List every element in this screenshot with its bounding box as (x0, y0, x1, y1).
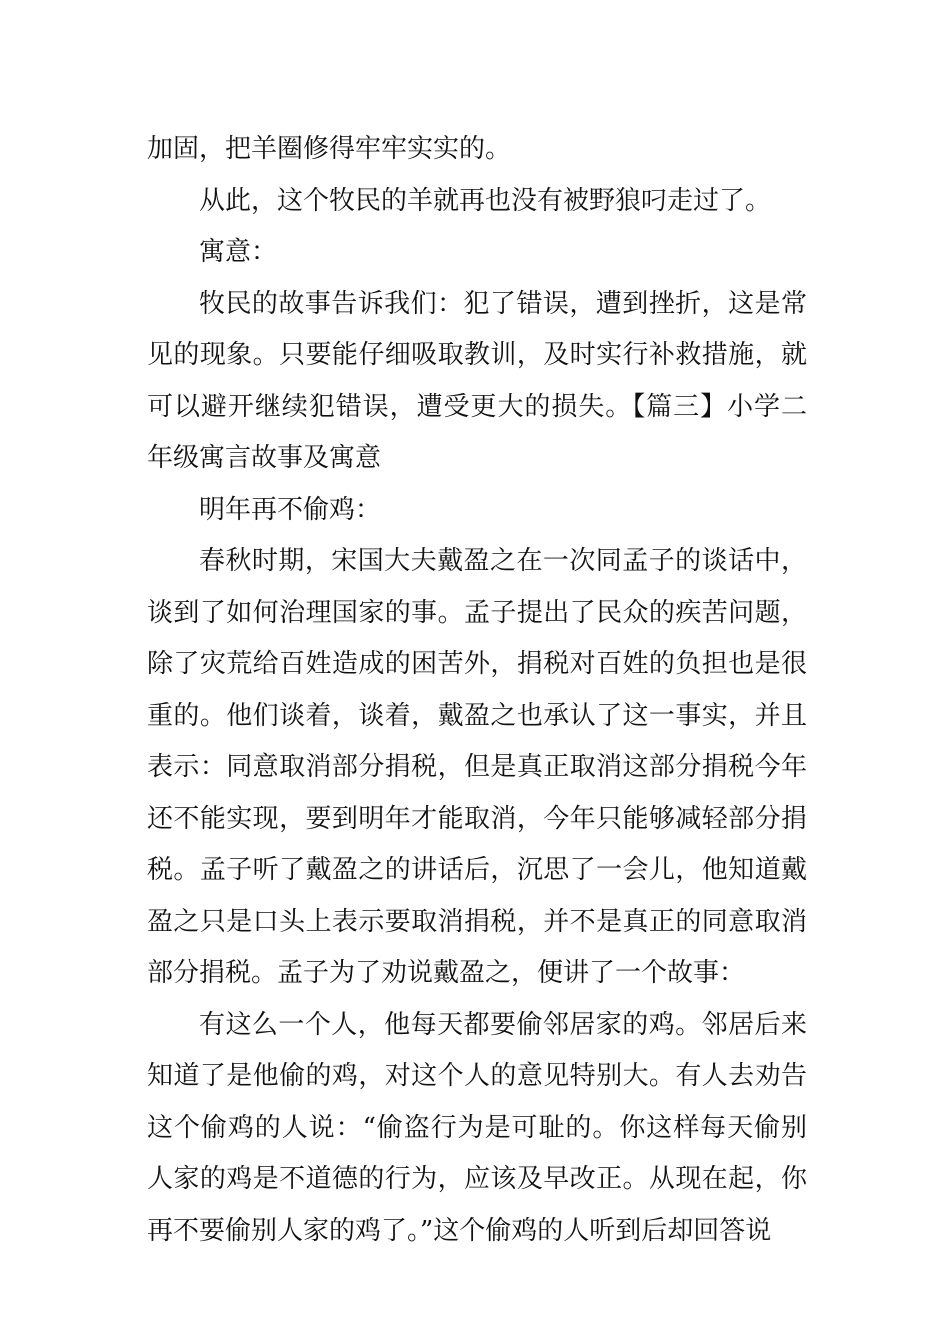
paragraph: 春秋时期，宋国大夫戴盈之在一次同孟子的谈话中，谈到了如何治理国家的事。孟子提出了民众的疾苦问题，除了灾荒给百姓造成的困苦外，捐税对百姓的负担也是很重的。他们谈着，谈着，戴盈之也承认了这一事实，并且表示：同意取消部分捐税，但是真正取消这部分捐税今年还不能实现，要到明年才能取消，今年只能够减轻部分捐税。孟子听了戴盈之的讲话后，沉思了一会儿，他知道戴盈之只是口头上表示要取消捐税，并不是真正的同意取消部分捐税。孟子为了劝说戴盈之，便讲了一个故事： (147, 546, 807, 988)
paragraph-continuation: 加固，把羊圈修得牢牢实实的。 (147, 134, 512, 164)
paragraph-heading-story-title: 明年再不偷鸡： (199, 494, 382, 525)
paragraph: 有这么一个人，他每天都要偷邻居家的鸡。邻居后来知道了是他偷的鸡，对这个人的意见特别大。有人去劝告这个偷鸡的人说：“偷盗行为是可耻的。你这样每天偷别人家的鸡是不道德的行为，应该及早改正。从现在起，你再不要偷别人家的鸡了。”这个偷鸡的人听到后却回答说 (147, 1009, 807, 1246)
paragraph-heading-moral: 寓意： (199, 237, 278, 267)
document-body (147, 124, 807, 1257)
paragraph: 从此，这个牧民的羊就再也没有被野狼叼走过了。 (199, 185, 772, 216)
paragraph: 牧民的故事告诉我们：犯了错误，遭到挫折，这是常见的现象。只要能仔细吸取教训，及时实行补救措施，就可以避开继续犯错误，遭受更大的损失。【篇三】小学二年级寓言故事及寓意 (147, 288, 807, 473)
